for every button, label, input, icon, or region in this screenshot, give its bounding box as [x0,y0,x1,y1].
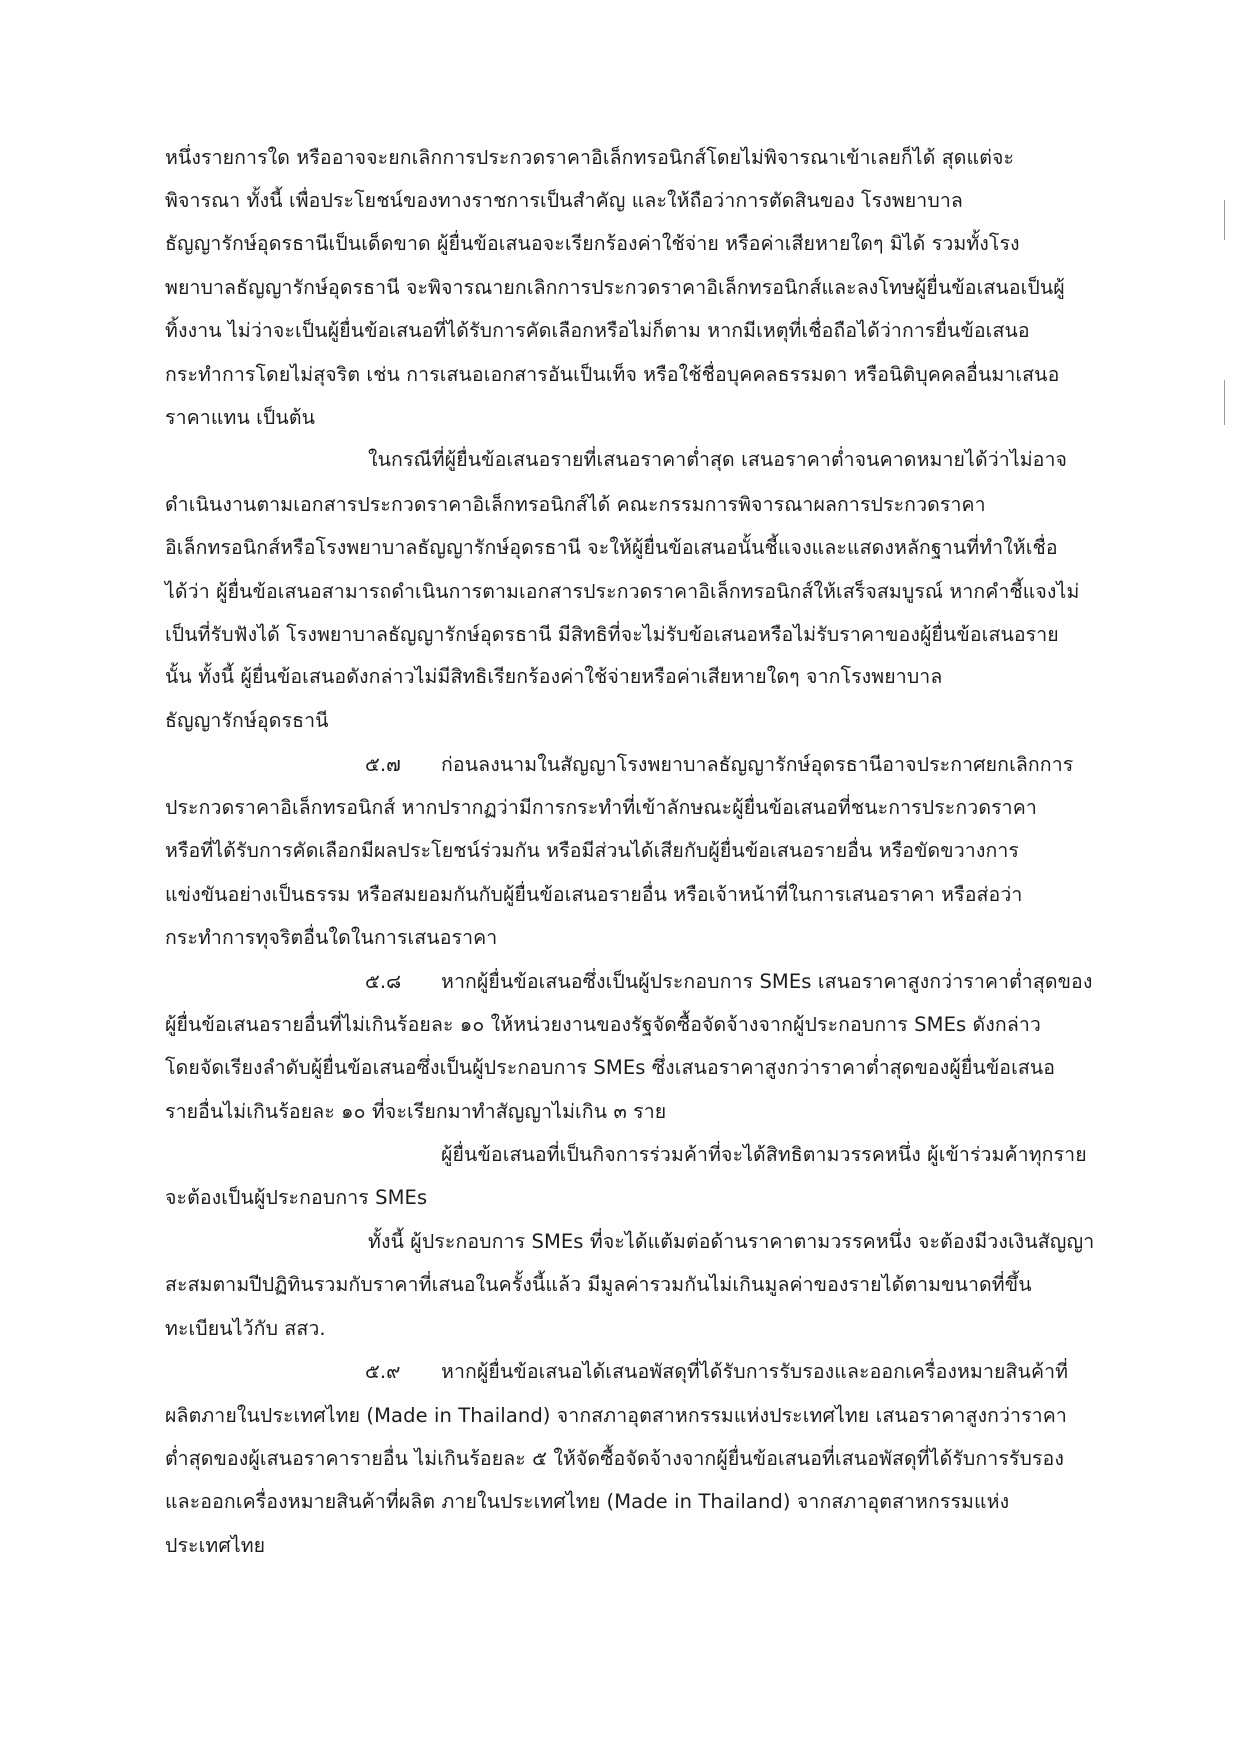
text-line: ผู้ยื่นข้อเสนอรายอื่นที่ไม่เกินร้อยละ ๑๐ ให้หน่วยงานของรัฐจัดซื้อจัดจ้างจากผู้ประกอบการ SMEs ดังกล่าว [165,1013,1041,1036]
text-line: สะสมตามปีปฏิทินรวมกับราคาที่เสนอในครั้งนี้แล้ว มีมูลค่ารวมกันไม่เกินมูลค่าของรายได้ตามขนาดที่ขึ้น [165,1273,1032,1296]
text-line: ต่ำสุดของผู้เสนอราคารายอื่น ไม่เกินร้อยละ ๕ ให้จัดซื้อจัดจ้างจากผู้ยื่นข้อเสนอที่เสนอพัสดุที่ได้รับการรับรอง [165,1447,1064,1470]
text-line: หนึ่งรายการใด หรืออาจจะยกเลิกการประกวดราคาอิเล็กทรอนิกส์โดยไม่พิจารณาเข้าเลยก็ได้ สุดแต่จะ [165,146,1015,169]
text-line: เป็นที่รับฟังได้ โรงพยาบาลธัญญารักษ์อุดรธานี มีสิทธิที่จะไม่รับข้อเสนอหรือไม่รับราคาของผู้ยื่นข้อเสนอราย [165,623,1059,646]
text-line: หรือที่ได้รับการคัดเลือกมีผลประโยชน์ร่วมกัน หรือมีส่วนได้เสียกับผู้ยื่นข้อเสนอรายอื่น หรือขัดขวางการ [165,839,1019,862]
text-line: หากผู้ยื่นข้อเสนอได้เสนอพัสดุที่ได้รับการรับรองและออกเครื่องหมายสินค้าที่ [441,1360,1069,1383]
text-line: พิจารณา ทั้งนี้ เพื่อประโยชน์ของทางราชการเป็นสำคัญ และให้ถือว่าการตัดสินของ โรงพยาบาล [165,189,963,212]
text-line: ในกรณีที่ผู้ยื่นข้อเสนอรายที่เสนอราคาต่ำสุด เสนอราคาต่ำจนคาดหมายได้ว่าไม่อาจ [368,448,1068,471]
text-line: และออกเครื่องหมายสินค้าที่ผลิต ภายในประเทศไทย (Made in Thailand) จากสภาอุตสาหกรรมแห่ง [165,1490,1010,1513]
text-line: ราคาแทน เป็นต้น [165,406,316,429]
text-line: ประเทศไทย [165,1534,266,1557]
text-line: รายอื่นไม่เกินร้อยละ ๑๐ ที่จะเรียกมาทำสัญญาไม่เกิน ๓ ราย [165,1100,667,1123]
clause-number-5-9: ๕.๙ [365,1360,401,1383]
text-line: ดำเนินงานตามเอกสารประกวดราคาอิเล็กทรอนิกส์ได้ คณะกรรมการพิจารณาผลการประกวดราคา [165,493,986,516]
text-line: นั้น ทั้งนี้ ผู้ยื่นข้อเสนอดังกล่าวไม่มีสิทธิเรียกร้องค่าใช้จ่ายหรือค่าเสียหายใดๆ จากโรงพยาบาล [165,665,943,688]
text-line: กระทำการทุจริตอื่นใดในการเสนอราคา [165,926,498,949]
text-line: ก่อนลงนามในสัญญาโรงพยาบาลธัญญารักษ์อุดรธานีอาจประกาศยกเลิกการ [441,753,1074,776]
text-line: ผู้ยื่นข้อเสนอที่เป็นกิจการร่วมค้าที่จะได้สิทธิตามวรรคหนึ่ง ผู้เข้าร่วมค้าทุกราย [441,1143,1087,1166]
text-line: ทั้งนี้ ผู้ประกอบการ SMEs ที่จะได้แต้มต่อด้านราคาตามวรรคหนึ่ง จะต้องมีวงเงินสัญญา [368,1230,1095,1253]
text-line: ธัญญารักษ์อุดรธานี [165,709,329,732]
text-line: กระทำการโดยไม่สุจริต เช่น การเสนอเอกสารอันเป็นเท็จ หรือใช้ชื่อบุคคลธรรมดา หรือนิติบุคคลอื่นมาเสนอ [165,363,1060,386]
scan-margin-mark [1224,200,1225,240]
text-line: ประกวดราคาอิเล็กทรอนิกส์ หากปรากฏว่ามีการกระทำที่เข้าลักษณะผู้ยื่นข้อเสนอที่ชนะการประกวดราคา [165,796,1037,819]
text-line: แข่งขันอย่างเป็นธรรม หรือสมยอมกันกับผู้ยื่นข้อเสนอรายอื่น หรือเจ้าหน้าที่ในการเสนอราคา หรือส่อว่า [165,883,1023,906]
clause-number-5-8: ๕.๘ [365,970,402,993]
text-line: ได้ว่า ผู้ยื่นข้อเสนอสามารถดำเนินการตามเอกสารประกวดราคาอิเล็กทรอนิกส์ให้เสร็จสมบูรณ์ หากคำชี้แจงไม่ [165,580,1080,603]
text-line: อิเล็กทรอนิกส์หรือโรงพยาบาลธัญญารักษ์อุดรธานี จะให้ผู้ยื่นข้อเสนอนั้นชี้แจงและแสดงหลักฐานที่ทำให้เชื่อ [165,536,1058,559]
text-line: ธัญญารักษ์อุดรธานีเป็นเด็ดขาด ผู้ยื่นข้อเสนอจะเรียกร้องค่าใช้จ่าย หรือค่าเสียหายใดๆ มิได้ รวมทั้งโรง [165,232,1020,255]
text-line: พยาบาลธัญญารักษ์อุดรธานี จะพิจารณายกเลิกการประกวดราคาอิเล็กทรอนิกส์และลงโทษผู้ยื่นข้อเสนอเป็นผู้ [165,276,1065,299]
text-line: จะต้องเป็นผู้ประกอบการ SMEs [165,1186,428,1209]
text-line: ทิ้งงาน ไม่ว่าจะเป็นผู้ยื่นข้อเสนอที่ได้รับการคัดเลือกหรือไม่ก็ตาม หากมีเหตุที่เชื่อถือได้ว่าการยื่นข้อเสนอ [165,319,1030,342]
text-line: ผลิตภายในประเทศไทย (Made in Thailand) จากสภาอุตสาหกรรมแห่งประเทศไทย เสนอราคาสูงกว่าราคา [165,1404,1067,1427]
scan-margin-mark [1224,380,1225,425]
text-line: ทะเบียนไว้กับ สสว. [165,1317,326,1340]
text-line: หากผู้ยื่นข้อเสนอซึ่งเป็นผู้ประกอบการ SMEs เสนอราคาสูงกว่าราคาต่ำสุดของ [441,970,1093,993]
clause-number-5-7: ๕.๗ [365,753,401,776]
text-line: โดยจัดเรียงลำดับผู้ยื่นข้อเสนอซึ่งเป็นผู้ประกอบการ SMEs ซึ่งเสนอราคาสูงกว่าราคาต่ำสุดของผู้ยื่นข้อเสนอ [165,1056,1056,1079]
